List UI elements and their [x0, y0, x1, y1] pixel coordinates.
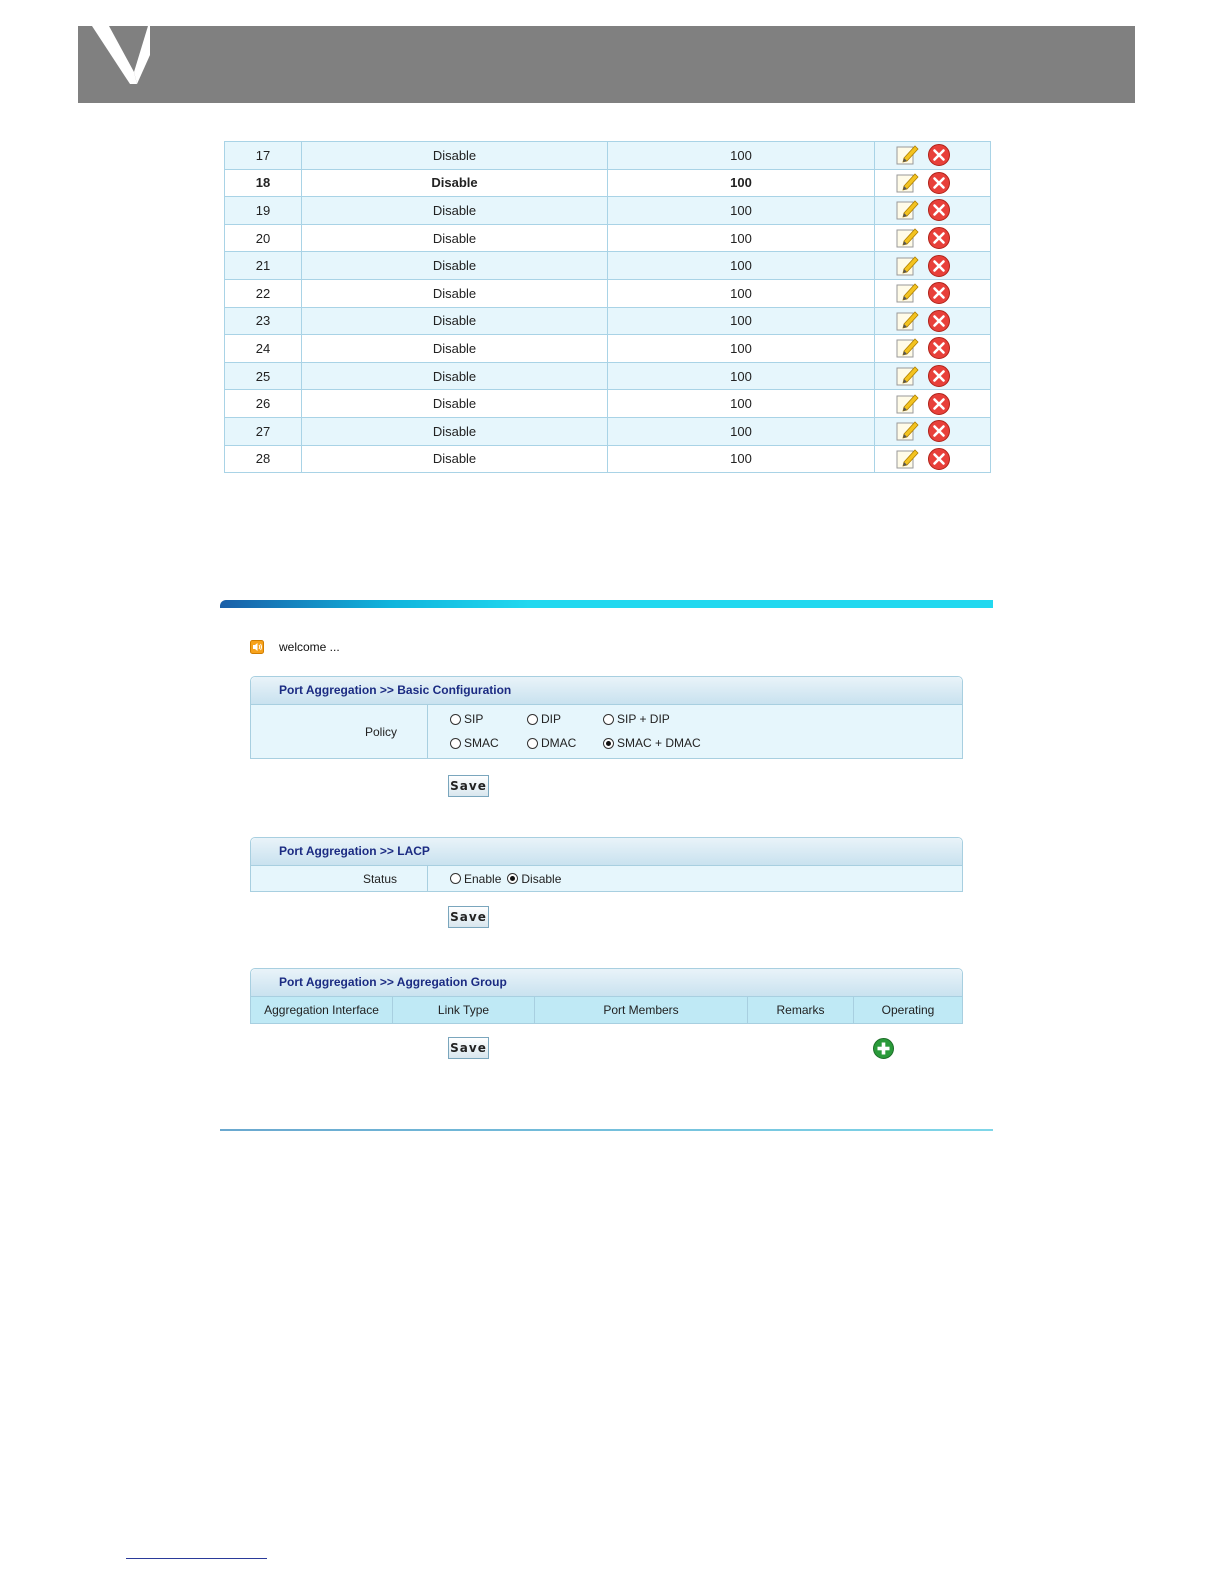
- port-operations-cell: [875, 445, 991, 473]
- table-row: [225, 252, 991, 280]
- document-header-bar: [78, 26, 1135, 103]
- port-speed-cell: 100: [608, 335, 875, 363]
- port-id-cell: 26: [225, 390, 302, 418]
- port-speed-cell: 100: [608, 142, 875, 170]
- edit-pencil-icon[interactable]: [895, 171, 919, 195]
- table-row: [225, 169, 991, 197]
- edit-pencil-icon[interactable]: [895, 392, 919, 416]
- delete-x-icon[interactable]: [927, 336, 951, 360]
- port-id-cell: 20: [225, 224, 302, 252]
- port-speed-cell: 100: [608, 252, 875, 280]
- aggregation-group-header: [251, 997, 962, 1023]
- edit-pencil-icon[interactable]: [895, 309, 919, 333]
- table-row: [225, 335, 991, 363]
- port-id-cell: 24: [225, 335, 302, 363]
- port-operations-cell: [875, 252, 991, 280]
- delete-x-icon[interactable]: [927, 392, 951, 416]
- agg-column-header: Remarks: [748, 997, 854, 1023]
- port-status-cell: Disable: [302, 252, 608, 280]
- table-row: [225, 142, 991, 170]
- edit-pencil-icon[interactable]: [895, 364, 919, 388]
- delete-x-icon[interactable]: [927, 281, 951, 305]
- delete-x-icon[interactable]: [927, 171, 951, 195]
- port-operations-cell: [875, 390, 991, 418]
- radio-circle-icon[interactable]: [603, 714, 614, 725]
- port-status-cell: Disable: [302, 197, 608, 225]
- port-id-cell: 19: [225, 197, 302, 225]
- table-row: [225, 417, 991, 445]
- edit-pencil-icon[interactable]: [895, 419, 919, 443]
- policy-option-label: SIP + DIP: [617, 712, 670, 726]
- port-status-cell: Disable: [302, 142, 608, 170]
- panel-bottom-line: [220, 1129, 993, 1131]
- policy-option-label: DMAC: [541, 736, 577, 750]
- port-status-cell: Disable: [302, 417, 608, 445]
- port-speed-cell: 100: [608, 307, 875, 335]
- delete-x-icon[interactable]: [927, 226, 951, 250]
- table-row: [225, 307, 991, 335]
- table-row: [225, 362, 991, 390]
- agg-column-header: Port Members: [535, 997, 748, 1023]
- port-operations-cell: [875, 335, 991, 363]
- port-id-cell: 28: [225, 445, 302, 473]
- port-operations-cell: [875, 142, 991, 170]
- port-speed-table: [224, 141, 991, 473]
- port-speed-cell: 100: [608, 224, 875, 252]
- table-row: [225, 390, 991, 418]
- lacp-status-row: [251, 866, 962, 891]
- table-row: [225, 197, 991, 225]
- delete-x-icon[interactable]: [927, 309, 951, 333]
- lacp-status-label: Status: [251, 866, 428, 891]
- lacp-radio-enable[interactable]: [450, 872, 501, 886]
- radio-circle-icon[interactable]: [527, 738, 538, 749]
- agg-column-header: Aggregation Interface: [251, 997, 393, 1023]
- port-speed-cell: 100: [608, 362, 875, 390]
- policy-radio-dmac[interactable]: [527, 736, 603, 750]
- basic-config-title: Port Aggregation >> Basic Configuration: [251, 677, 962, 705]
- port-status-cell: Disable: [302, 335, 608, 363]
- delete-x-icon[interactable]: [927, 364, 951, 388]
- port-id-cell: 18: [225, 169, 302, 197]
- edit-pencil-icon[interactable]: [895, 143, 919, 167]
- aggregation-group-save-button[interactable]: Save: [448, 1037, 489, 1059]
- port-operations-cell: [875, 279, 991, 307]
- radio-circle-icon[interactable]: [507, 873, 518, 884]
- table-row: [225, 224, 991, 252]
- radio-circle-icon[interactable]: [527, 714, 538, 725]
- policy-option-label: SMAC: [464, 736, 499, 750]
- port-operations-cell: [875, 169, 991, 197]
- port-id-cell: 27: [225, 417, 302, 445]
- radio-circle-icon[interactable]: [450, 873, 461, 884]
- edit-pencil-icon[interactable]: [895, 198, 919, 222]
- agg-column-header: Operating: [881, 1003, 935, 1017]
- edit-pencil-icon[interactable]: [895, 226, 919, 250]
- port-speed-cell: 100: [608, 279, 875, 307]
- welcome-text: welcome ...: [279, 640, 340, 654]
- policy-radio-sip[interactable]: [450, 712, 527, 726]
- edit-pencil-icon[interactable]: [895, 281, 919, 305]
- v-logo-icon: [92, 26, 150, 84]
- port-status-cell: Disable: [302, 362, 608, 390]
- policy-option-label: SIP: [464, 712, 484, 726]
- speaker-icon: [250, 640, 264, 654]
- port-id-cell: 25: [225, 362, 302, 390]
- policy-label: Policy: [251, 705, 428, 758]
- basic-config-panel: [250, 676, 963, 759]
- lacp-save-button[interactable]: Save: [448, 906, 489, 928]
- port-operations-cell: [875, 197, 991, 225]
- aggregation-group-panel: [250, 968, 963, 1024]
- port-speed-cell: 100: [608, 169, 875, 197]
- edit-pencil-icon[interactable]: [895, 336, 919, 360]
- panel-top-gradient-bar: [220, 600, 993, 608]
- policy-option-label: SMAC + DMAC: [617, 736, 701, 750]
- delete-x-icon[interactable]: [927, 198, 951, 222]
- port-id-cell: 21: [225, 252, 302, 280]
- table-row: [225, 279, 991, 307]
- port-operations-cell: [875, 224, 991, 252]
- policy-option-label: DIP: [541, 712, 562, 726]
- agg-column-header: Link Type: [393, 997, 535, 1023]
- delete-x-icon[interactable]: [927, 447, 951, 471]
- lacp-title: Port Aggregation >> LACP: [251, 838, 962, 866]
- port-speed-cell: 100: [608, 417, 875, 445]
- policy-row: [251, 705, 962, 758]
- policy-radio-dip[interactable]: [527, 712, 603, 726]
- edit-pencil-icon[interactable]: [895, 254, 919, 278]
- port-id-cell: 17: [225, 142, 302, 170]
- delete-x-icon[interactable]: [927, 143, 951, 167]
- port-operations-cell: [875, 307, 991, 335]
- policy-radio-smac[interactable]: [450, 736, 527, 750]
- lacp-status-options: [428, 866, 962, 891]
- port-speed-cell: 100: [608, 197, 875, 225]
- policy-options: [450, 705, 962, 758]
- footer-link-underline: [126, 1558, 267, 1559]
- port-operations-cell: [875, 362, 991, 390]
- port-status-cell: Disable: [302, 224, 608, 252]
- lacp-option-label: Disable: [521, 871, 562, 886]
- radio-circle-icon[interactable]: [450, 714, 461, 725]
- delete-x-icon[interactable]: [927, 254, 951, 278]
- lacp-panel: [250, 837, 963, 892]
- radio-circle-icon[interactable]: [450, 738, 461, 749]
- port-status-cell: Disable: [302, 445, 608, 473]
- delete-x-icon[interactable]: [927, 419, 951, 443]
- add-plus-icon[interactable]: [873, 1038, 894, 1059]
- lacp-option-label: Enable: [464, 871, 502, 886]
- port-status-cell: Disable: [302, 169, 608, 197]
- port-speed-cell: 100: [608, 445, 875, 473]
- aggregation-group-title: Port Aggregation >> Aggregation Group: [251, 969, 962, 997]
- edit-pencil-icon[interactable]: [895, 447, 919, 471]
- basic-config-save-button[interactable]: Save: [448, 775, 489, 797]
- port-status-cell: Disable: [302, 390, 608, 418]
- port-speed-cell: 100: [608, 390, 875, 418]
- radio-circle-icon[interactable]: [603, 738, 614, 749]
- table-row: [225, 445, 991, 473]
- policy-radio-smac-dmac[interactable]: [603, 736, 753, 750]
- port-id-cell: 23: [225, 307, 302, 335]
- policy-radio-sip-dip[interactable]: [603, 712, 753, 726]
- port-status-cell: Disable: [302, 307, 608, 335]
- port-id-cell: 22: [225, 279, 302, 307]
- welcome-line: [250, 640, 340, 654]
- port-operations-cell: [875, 417, 991, 445]
- port-status-cell: Disable: [302, 279, 608, 307]
- lacp-radio-disable[interactable]: [507, 872, 561, 886]
